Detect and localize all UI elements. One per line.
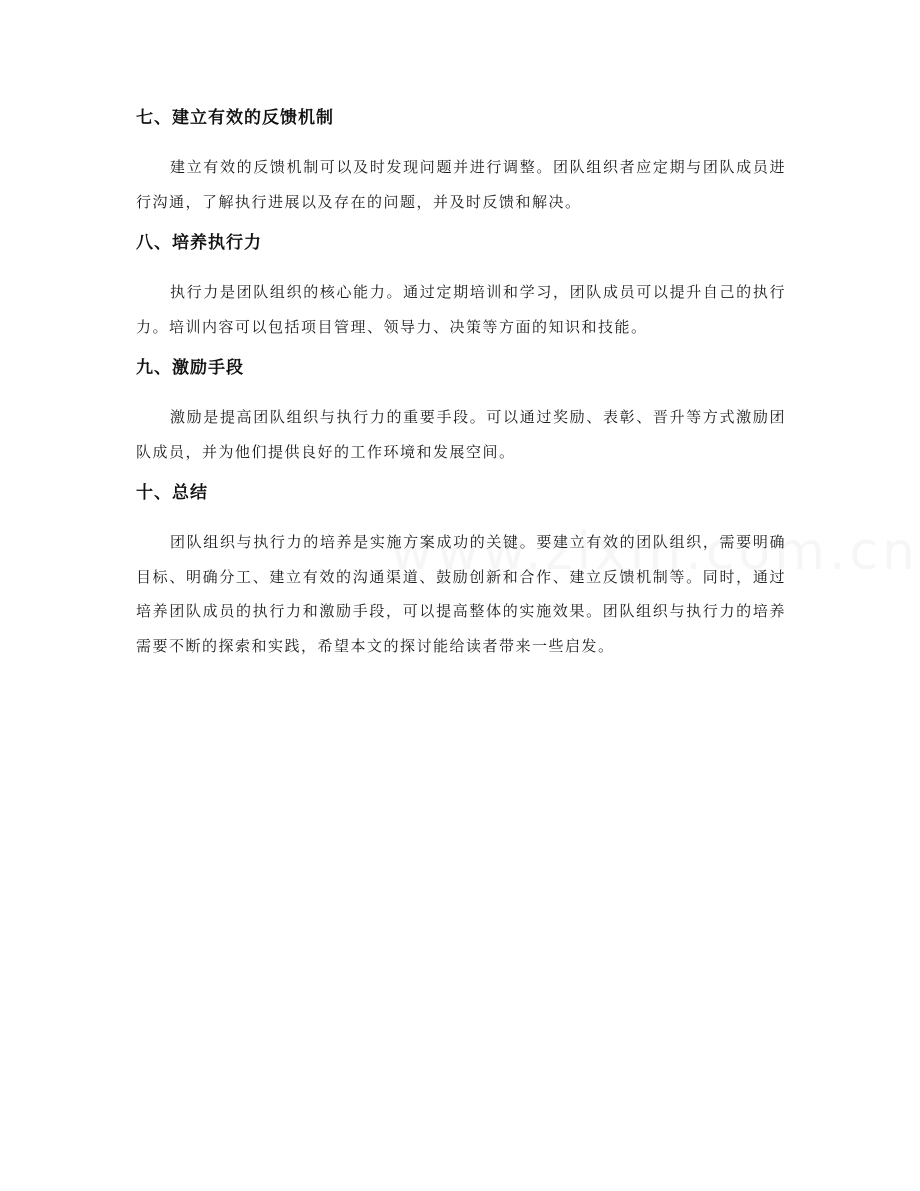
section-paragraph: 执行力是团队组织的核心能力。通过定期培训和学习，团队成员可以提升自己的执行力。培训内容可以包括项目管理、领导力、决策等方面的知识和技能。	[136, 283, 786, 336]
section-heading: 九、激励手段	[136, 358, 244, 378]
section-summary	[136, 479, 786, 663]
section-heading: 七、建立有效的反馈机制	[136, 108, 334, 128]
section-paragraph: 激励是提高团队组织与执行力的重要手段。可以通过奖励、表彰、晋升等方式激励团队成员，并为他们提供良好的工作环境和发展空间。	[136, 408, 786, 461]
section-heading: 十、总结	[136, 483, 208, 503]
document-body	[136, 104, 786, 673]
section-paragraph: 团队组织与执行力的培养是实施方案成功的关键。要建立有效的团队组织，需要明确目标、明确分工、建立有效的沟通渠道、鼓励创新和合作、建立反馈机制等。同时，通过培养团队成员的执行力和激励手段，可以提高整体的实施效果。团队组织与执行力的培养需要不断的探索和实践，希望本文的探讨能给读者带来一些启发。	[136, 533, 786, 655]
section-feedback-mechanism	[136, 104, 786, 219]
section-heading: 八、培养执行力	[136, 233, 262, 253]
section-incentives	[136, 354, 786, 469]
section-execution-ability	[136, 229, 786, 344]
section-paragraph: 建立有效的反馈机制可以及时发现问题并进行调整。团队组织者应定期与团队成员进行沟通，了解执行进展以及存在的问题，并及时反馈和解决。	[136, 158, 786, 211]
